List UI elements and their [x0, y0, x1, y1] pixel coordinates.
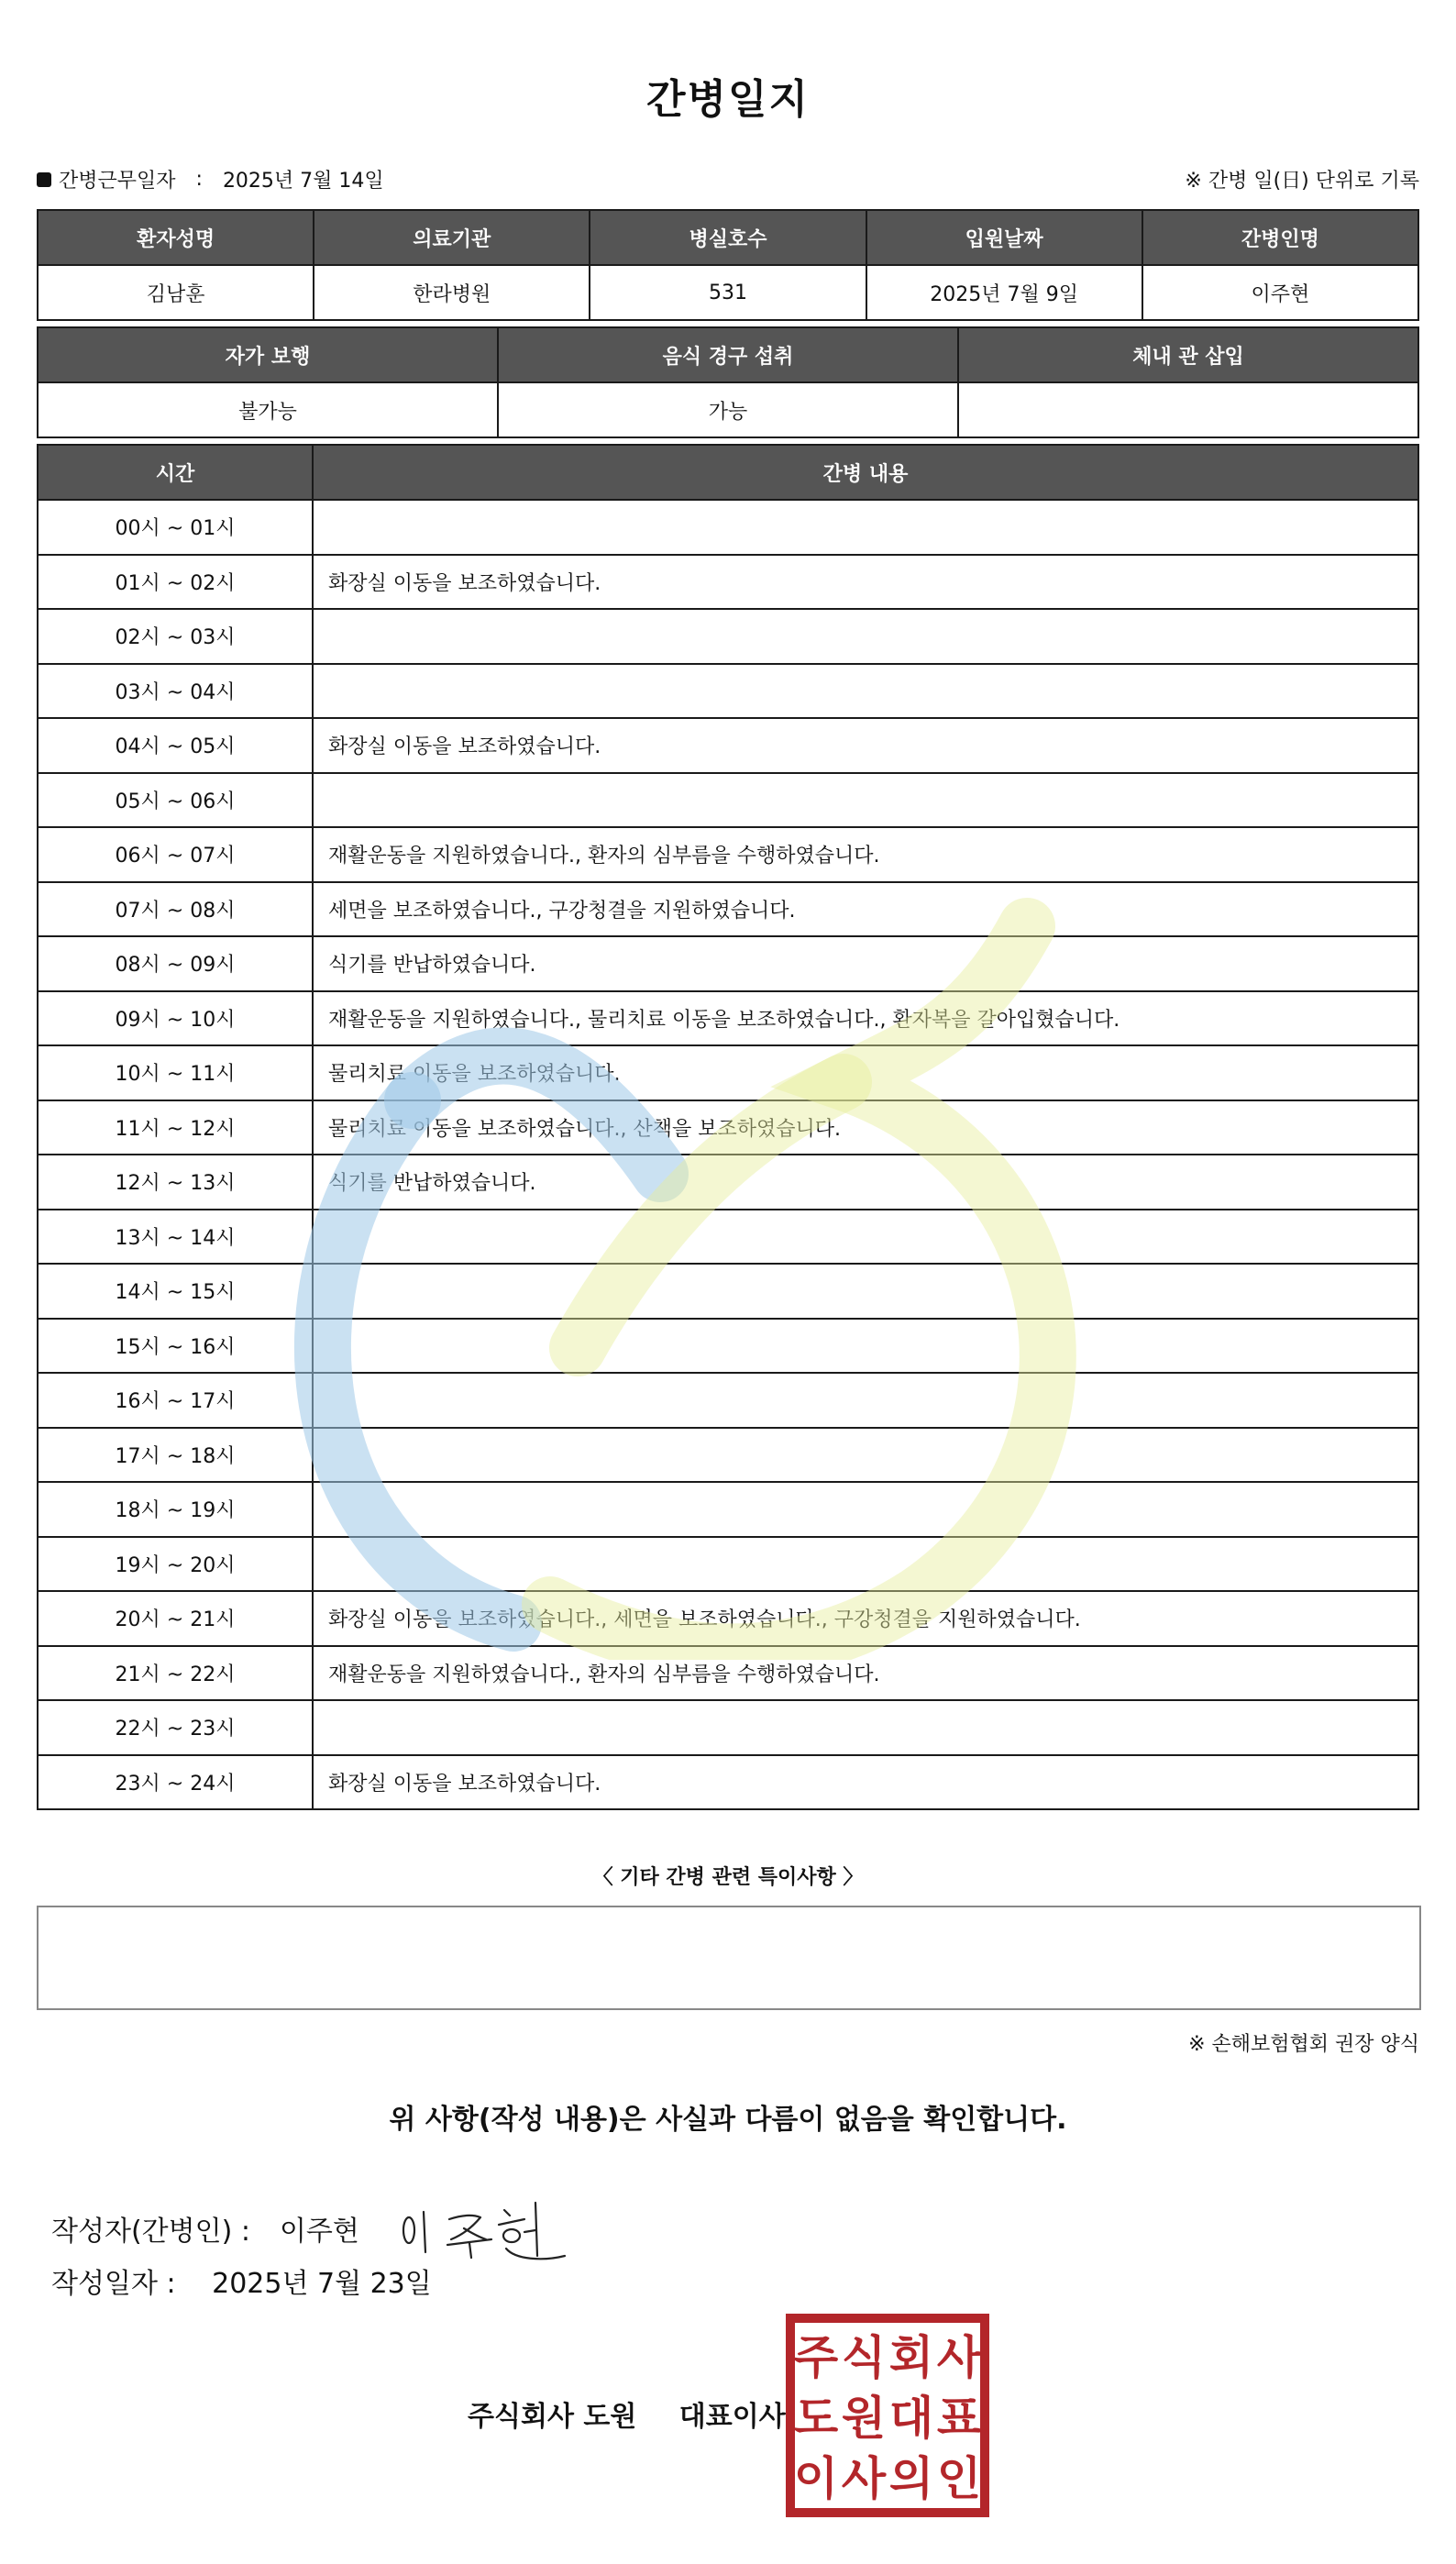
company-line — [468, 2393, 786, 2434]
seal-glyph: 사 — [936, 2331, 982, 2384]
care-log-table — [37, 444, 1419, 1810]
header-care-content: 간병 내용 — [313, 445, 1418, 500]
writer-line — [51, 2192, 570, 2265]
table-row — [38, 936, 1418, 991]
time-slot: 09시 ~ 10시 — [38, 991, 313, 1046]
seal-glyphs — [794, 2331, 982, 2505]
table-row — [38, 1210, 1418, 1265]
company-role: 대표이사 — [678, 2401, 786, 2433]
walking-status: 불가능 — [38, 382, 498, 437]
care-content: 화장실 이동을 보조하였습니다. — [313, 718, 1418, 773]
seal-glyph: 원 — [841, 2392, 887, 2445]
time-slot: 02시 ~ 03시 — [38, 609, 313, 664]
care-content — [313, 1700, 1418, 1755]
form-note: ※ 손해보험협회 권장 양식 — [1188, 2033, 1419, 2056]
table-row — [38, 882, 1418, 937]
patient-name: 김남훈 — [38, 265, 314, 320]
table-row — [38, 1045, 1418, 1100]
care-content — [313, 1319, 1418, 1374]
status-header-row — [38, 327, 1418, 382]
table-row — [38, 664, 1418, 719]
time-slot: 10시 ~ 11시 — [38, 1045, 313, 1100]
table-row — [38, 1264, 1418, 1319]
seal-glyph: 도 — [793, 2392, 839, 2445]
table-row — [38, 555, 1418, 610]
written-date-line — [51, 2260, 432, 2301]
seal-glyph: 의 — [888, 2452, 934, 2505]
time-slot: 23시 ~ 24시 — [38, 1755, 313, 1810]
time-slot: 08시 ~ 09시 — [38, 936, 313, 991]
seal-glyph: 표 — [936, 2392, 982, 2445]
table-row — [38, 1155, 1418, 1210]
time-slot: 15시 ~ 16시 — [38, 1319, 313, 1374]
header-walking: 자가 보행 — [38, 327, 498, 382]
care-content — [313, 1210, 1418, 1265]
caregiver-name: 이주현 — [1142, 265, 1418, 320]
time-slot: 19시 ~ 20시 — [38, 1537, 313, 1592]
time-slot: 13시 ~ 14시 — [38, 1210, 313, 1265]
header-hospital: 의료기관 — [314, 210, 590, 265]
company-seal-stamp — [785, 2313, 990, 2518]
table-row — [38, 1428, 1418, 1483]
time-slot: 06시 ~ 07시 — [38, 827, 313, 882]
header-patient-name: 환자성명 — [38, 210, 314, 265]
written-date-value: 2025년 7월 23일 — [212, 2268, 432, 2300]
table-row — [38, 1591, 1418, 1646]
table-row — [38, 991, 1418, 1046]
patient-value-row — [38, 265, 1418, 320]
admission-date: 2025년 7월 9일 — [866, 265, 1142, 320]
writer-name: 이주현 — [279, 2216, 359, 2248]
room-number: 531 — [590, 265, 866, 320]
seal-glyph: 인 — [936, 2452, 982, 2505]
care-content — [313, 1482, 1418, 1537]
care-content: 재활운동을 지원하였습니다., 환자의 심부름을 수행하였습니다. — [313, 1646, 1418, 1701]
time-slot: 12시 ~ 13시 — [38, 1155, 313, 1210]
tube-insertion-status — [958, 382, 1418, 437]
header-tube-insertion: 체내 관 삽입 — [958, 327, 1418, 382]
care-content — [313, 664, 1418, 719]
table-row — [38, 609, 1418, 664]
log-header-row — [38, 445, 1418, 500]
table-row — [38, 500, 1418, 555]
table-row — [38, 1755, 1418, 1810]
seal-glyph: 이 — [793, 2452, 839, 2505]
care-content: 물리치료 이동을 보조하였습니다., 산책을 보조하였습니다. — [313, 1100, 1418, 1155]
table-row — [38, 718, 1418, 773]
care-content: 재활운동을 지원하였습니다., 물리치료 이동을 보조하였습니다., 환자복을 갈아입혔습니다. — [313, 991, 1418, 1046]
time-slot: 20시 ~ 21시 — [38, 1591, 313, 1646]
company-name: 주식회사 도원 — [468, 2401, 637, 2433]
header-caregiver: 간병인명 — [1142, 210, 1418, 265]
time-slot: 14시 ~ 15시 — [38, 1264, 313, 1319]
time-slot: 01시 ~ 02시 — [38, 555, 313, 610]
square-bullet-icon — [37, 172, 51, 187]
care-content: 식기를 반납하였습니다. — [313, 1155, 1418, 1210]
seal-glyph: 대 — [888, 2392, 934, 2445]
header-admission-date: 입원날짜 — [866, 210, 1142, 265]
oral-intake-status: 가능 — [498, 382, 958, 437]
time-slot: 11시 ~ 12시 — [38, 1100, 313, 1155]
patient-header-row — [38, 210, 1418, 265]
care-content: 화장실 이동을 보조하였습니다. — [313, 555, 1418, 610]
time-slot: 04시 ~ 05시 — [38, 718, 313, 773]
time-slot: 05시 ~ 06시 — [38, 773, 313, 828]
patient-status-table — [37, 326, 1419, 438]
log-body — [38, 500, 1418, 1809]
header-room: 병실호수 — [590, 210, 866, 265]
care-content: 식기를 반납하였습니다. — [313, 936, 1418, 991]
care-content — [313, 500, 1418, 555]
table-row — [38, 1100, 1418, 1155]
work-date — [37, 165, 384, 193]
special-notes-title: 〈 기타 간병 관련 특이사항 〉 — [592, 1866, 864, 1889]
table-row — [38, 1373, 1418, 1428]
care-content: 재활운동을 지원하였습니다., 환자의 심부름을 수행하였습니다. — [313, 827, 1418, 882]
work-date-value: 2025년 7월 14일 — [222, 170, 384, 193]
confirmation-statement: 위 사항(작성 내용)은 사실과 다름이 없음을 확인합니다. — [389, 2104, 1067, 2136]
page-title: 간병일지 — [645, 76, 810, 123]
work-date-label: 간병근무일자 — [59, 170, 176, 193]
table-row — [38, 1482, 1418, 1537]
time-slot: 03시 ~ 04시 — [38, 664, 313, 719]
care-content — [313, 1373, 1418, 1428]
hospital-name: 한라병원 — [314, 265, 590, 320]
time-slot: 16시 ~ 17시 — [38, 1373, 313, 1428]
seal-glyph: 주 — [793, 2331, 839, 2384]
special-notes-box — [37, 1906, 1421, 2010]
work-date-separator: : — [195, 168, 203, 191]
time-slot: 22시 ~ 23시 — [38, 1700, 313, 1755]
seal-glyph: 회 — [888, 2331, 934, 2384]
care-content — [313, 773, 1418, 828]
care-content: 화장실 이동을 보조하였습니다. — [313, 1755, 1418, 1810]
care-content: 물리치료 이동을 보조하였습니다. — [313, 1045, 1418, 1100]
table-row — [38, 773, 1418, 828]
table-row — [38, 827, 1418, 882]
table-row — [38, 1646, 1418, 1701]
table-row — [38, 1319, 1418, 1374]
meta-line — [37, 165, 1419, 198]
unit-note: ※ 간병 일(日) 단위로 기록 — [1185, 170, 1419, 193]
seal-glyph: 사 — [841, 2452, 887, 2505]
care-content: 세면을 보조하였습니다., 구강청결을 지원하였습니다. — [313, 882, 1418, 937]
time-slot: 18시 ~ 19시 — [38, 1482, 313, 1537]
time-slot: 21시 ~ 22시 — [38, 1646, 313, 1701]
care-content — [313, 1537, 1418, 1592]
status-value-row — [38, 382, 1418, 437]
writer-label: 작성자(간병인) : — [51, 2216, 250, 2248]
patient-info-table — [37, 209, 1419, 321]
time-slot: 07시 ~ 08시 — [38, 882, 313, 937]
written-date-label: 작성일자 : — [51, 2268, 176, 2300]
header-oral-intake: 음식 경구 섭취 — [498, 327, 958, 382]
table-row — [38, 1537, 1418, 1592]
care-content — [313, 1428, 1418, 1483]
care-content — [313, 1264, 1418, 1319]
table-row — [38, 1700, 1418, 1755]
handwritten-signature — [396, 2192, 570, 2265]
header-time: 시간 — [38, 445, 313, 500]
seal-glyph: 식 — [841, 2331, 887, 2384]
time-slot: 00시 ~ 01시 — [38, 500, 313, 555]
care-content: 화장실 이동을 보조하였습니다., 세면을 보조하였습니다., 구강청결을 지원하였습니다. — [313, 1591, 1418, 1646]
care-content — [313, 609, 1418, 664]
time-slot: 17시 ~ 18시 — [38, 1428, 313, 1483]
